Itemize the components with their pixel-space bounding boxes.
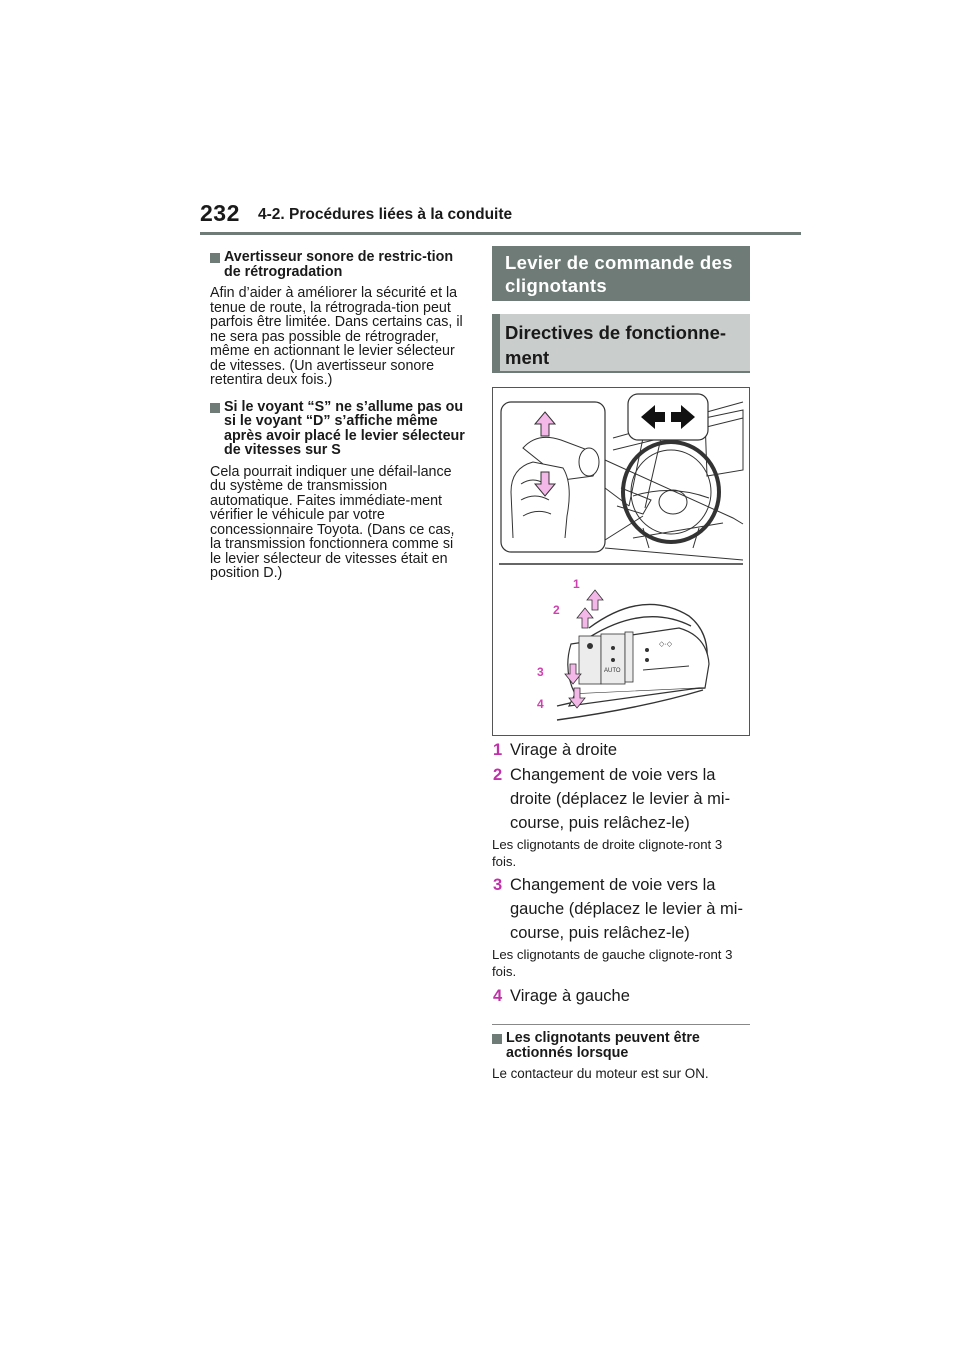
turn-signal-illustration [492,387,750,736]
subsection-banner-title: Directives de fonctionne-ment [505,322,727,368]
section-title: 4-2. Procédures liées à la conduite [258,206,513,223]
item-text: Changement de voie vers la droite (déplacez le levier à mi-course, puis relâchez-le) [510,766,731,832]
paragraph-engine-on: Le contacteur du moteur est sur ON. [492,1066,709,1081]
square-bullet-icon [210,253,220,263]
section-banner [492,246,750,301]
page-number: 232 [200,200,240,226]
note-right-flash: Les clignotants de droite clignote-ront 3 fois. [492,837,723,869]
item-text: Virage à droite [510,741,618,759]
figure-label-2: 2 [553,603,560,617]
list-item-1 [493,738,617,762]
section-banner-title: Levier de commande des clignotants [505,252,733,296]
sun-icon [587,643,593,649]
paragraph-malfunction: Cela pourrait indiquer une défail-lance du système de transmission automatique. Faites immédiate-ment vérifier le véhicule par votre concessionnaire Toyota. (Dans ce cas, la transmission fonctionnera comme si le levier sélecteur de vitesses était en position D.) [210,463,455,581]
banner-underline [492,371,750,373]
figure-label-3: 3 [537,665,544,679]
header-rule [200,232,801,235]
subheading-s-indicator [210,400,468,458]
subheading-text: Si le voyant “S” ne s’allume pas ou si le voyant “D” s’affiche même après avoir placé le levier sélecteur de vitesses sur S [224,398,465,458]
direction-bubble [628,394,708,440]
figure-label-1: 1 [573,577,580,591]
square-bullet-icon [210,403,220,413]
svg-text:◇·◇: ◇·◇ [659,641,673,648]
svg-text:AUTO: AUTO [604,668,621,674]
subheading-when-usable [492,1031,750,1094]
subheading-row [492,1031,750,1060]
list-item-3 [493,873,743,945]
subheading-text: Avertisseur sonore de restric-tion de rétrogradation [224,249,454,280]
item-number: 4 [493,987,503,1005]
lever-switch-bands [579,632,633,684]
arrow-up-icon [577,608,593,628]
note-left-flash: Les clignotants de gauche clignote-ront 3 fois. [492,947,733,979]
list-item-4 [493,984,630,1008]
left-column [210,250,468,593]
item-number: 1 [493,741,503,759]
subsection-banner [492,314,750,373]
paragraph-downshift: Afin d’aider à améliorer la sécurité et la tenue de route, la rétrograda-tion peut parfois être limitée. Dans certains cas, il ne sera pas possible de rétrograder, même en actionnant le levier sélecteur de vitesses. (Un avertisseur sonore retentira deux fois.) [210,285,463,388]
figure-label-4: 4 [537,697,544,711]
square-bullet-icon [492,1034,502,1044]
arrow-up-icon [587,590,603,610]
item-number: 2 [493,766,503,784]
item-number: 3 [493,876,503,894]
banner-accent-bar [492,314,500,373]
item-text: Changement de voie vers la gauche (déplacez le levier à mi-course, puis relâchez-le) [510,876,743,942]
section-divider [492,1024,750,1025]
list-item-2 [493,763,743,835]
subheading-downshift-buzzer [210,250,468,279]
item-text: Virage à gauche [510,987,630,1005]
subheading-text: Les clignotants peuvent être actionnés lorsque [506,1030,700,1061]
